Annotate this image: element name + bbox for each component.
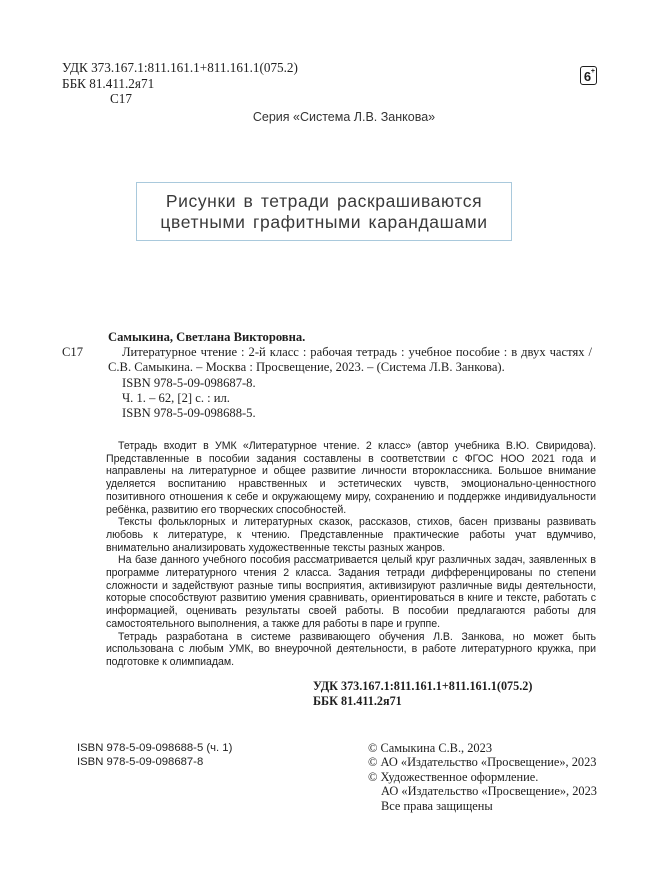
catalog-isbn-part: ISBN 978-5-09-098688-5.	[122, 406, 256, 421]
isbn-part1: ISBN 978-5-09-098688-5 (ч. 1)	[77, 742, 233, 754]
catalog-isbn-full: ISBN 978-5-09-098687-8.	[122, 375, 256, 390]
notice-line-2: цветными графитными карандашами	[160, 212, 488, 232]
top-classification	[62, 60, 298, 107]
notice-line-1: Рисунки в тетради раскрашиваются	[165, 191, 483, 211]
bottom-classification	[313, 679, 532, 708]
udk-code-bottom: УДК 373.167.1:811.161.1+811.161.1(075.2)	[313, 679, 533, 693]
catalog-code: С17	[62, 345, 83, 360]
catalog-card	[62, 330, 602, 421]
catalog-description: Литературное чтение : 2-й класс : рабочая тетрадь : учебное пособие : в двух частях / С.В. Самыкина. – Москва : Просвещение, 2023. – (Система Л.В. Занкова).	[108, 345, 592, 375]
coloring-notice-box	[136, 182, 512, 241]
bbk-code: ББК 81.411.2я71	[62, 75, 155, 91]
annotation-paragraph: На базе данного учебного пособия рассматривается целый круг различных задач, заявленных в программе литературного чтения 2 класса. Задания тетради дифференцированы по степени сложности и задействуют разные типы восприятия, активизируют различные виды деятельности, которые способствуют развитию умения сравнивать, ориентироваться в книге и тексте, работать с информацией, оценивать результаты своей работы. В пособии предлагаются работы для самостоятельного выполнения, а также для работы в паре и группе.	[106, 554, 596, 630]
series-title: Серия «Система Л.В. Занкова»	[252, 110, 436, 124]
isbn-block	[77, 741, 232, 769]
isbn-full: ISBN 978-5-09-098687-8	[77, 756, 204, 768]
copyright-publisher: © АО «Издательство «Просвещение», 2023	[368, 755, 597, 770]
copyright-design-publisher: АО «Издательство «Просвещение», 2023	[381, 784, 597, 799]
rights-reserved: Все права защищены	[381, 798, 493, 813]
catalog-part: Ч. 1. – 62, [2] с. : ил.	[122, 390, 230, 405]
bbk-code-bottom: ББК 81.411.2я71	[313, 693, 402, 708]
annotation	[106, 440, 596, 669]
age-rating-plus: +	[590, 68, 595, 75]
copyright-block	[368, 741, 597, 813]
annotation-paragraph: Тетрадь разработана в системе развивающего обучения Л.В. Занкова, но может быть использована с любым УМК, во внеурочной деятельности, в работе литературного кружка, при подготовке к олимпиадам.	[106, 630, 596, 668]
annotation-paragraph: Тексты фольклорных и литературных сказок, рассказов, стихов, басен призваны развивать любовь к литературе, к чтению. Представленные практические работы учат вдумчиво, внимательно анализировать художественные тексты разных жанров.	[106, 516, 596, 554]
age-rating-badge	[580, 66, 597, 85]
author-mark: С17	[110, 91, 132, 106]
catalog-author: Самыкина, Светлана Викторовна.	[108, 330, 306, 344]
udk-code: УДК 373.167.1:811.161.1+811.161.1(075.2)	[62, 60, 298, 75]
copyright-design: © Художественное оформление.	[368, 769, 539, 784]
age-rating-value: 6	[583, 69, 592, 84]
annotation-paragraph: Тетрадь входит в УМК «Литературное чтение. 2 класс» (автор учебника В.Ю. Свиридова). Представленные в пособии задания составлены в соответствии с ФГОС НОО 2021 года и направлены на литературное и общее развитие личности второклассника. Большое внимание уделяется воспитанию нравственных и эстетических чувств, эмоционально-ценностного позитивного отношения к себе и окружающему миру, сохранению и поддержке индивидуальности ребёнка, развитию его творческих способностей.	[106, 440, 596, 516]
copyright-author: © Самыкина С.В., 2023	[368, 741, 493, 755]
